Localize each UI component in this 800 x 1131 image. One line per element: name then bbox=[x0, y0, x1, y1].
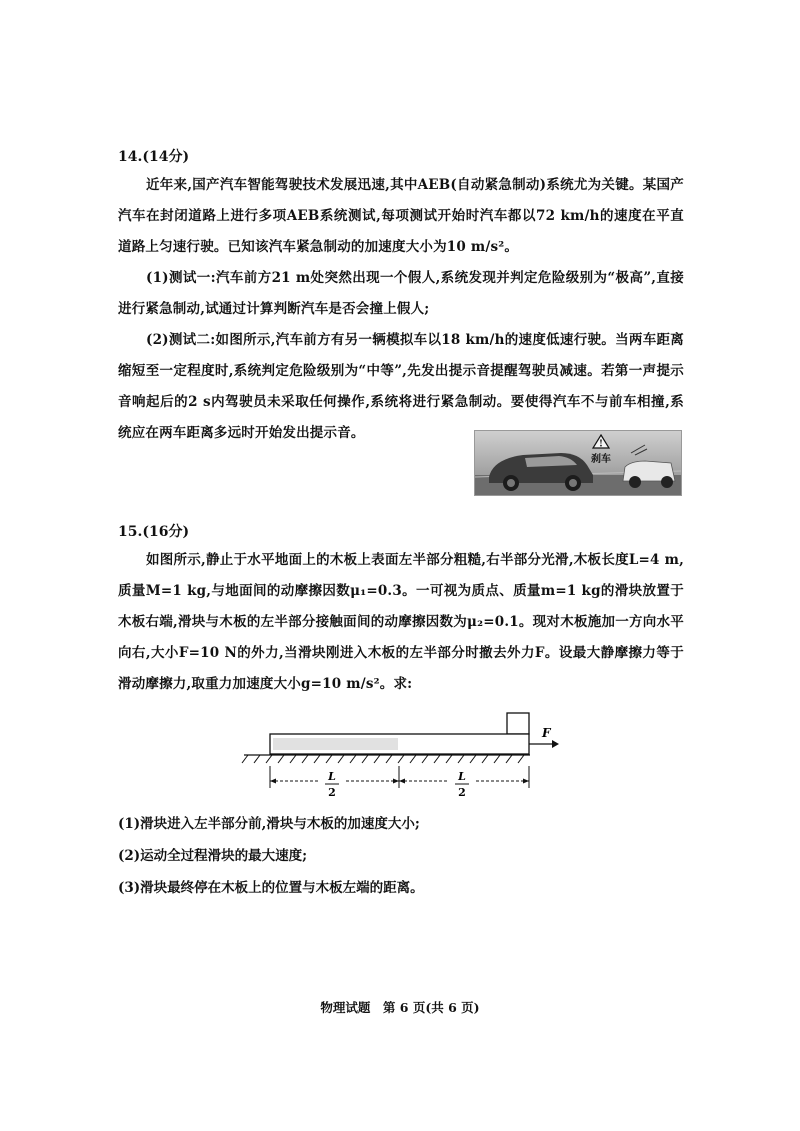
question-14-part-2-text: (2)测试二:如图所示,汽车前方有另一辆模拟车以18 km/h的速度低速行驶。当两车距离缩短至一定程度时,系统判定危险级别为“中等”,先发出提示音提醒驾驶员减速。若第一声提示音响起后的2 s内驾驶员未采取任何操作,系统将进行紧急制动。要使得汽车不与前车相撞,系统应在两车距离多远时开始发出提示音。 bbox=[118, 332, 684, 441]
board-block-figure bbox=[240, 708, 560, 800]
force-label: F bbox=[542, 726, 551, 740]
svg-text:!: ! bbox=[599, 439, 603, 450]
question-15-intro: 如图所示,静止于水平地面上的木板上表面左半部分粗糙,右半部分光滑,木板长度L=4 m,质量M=1 kg,与地面间的动摩擦因数μ₁=0.3。一可视为质点、质量m=1 kg的滑块放置于木板右端,滑块与木板的左半部分接触面间的动摩擦因数为μ₂=0.1。现对木板施加一方向水平向右,大小F=10 N的外力,当滑块刚进入木板的左半部分时撤去外力F。设最大静摩擦力等于滑动摩擦力,取重力加速度大小g=10 m/s²。求: bbox=[118, 552, 684, 692]
half-length-numerator-left: L bbox=[328, 770, 336, 783]
question-15-heading: 15.(16分) bbox=[118, 524, 190, 540]
half-length-denominator-left: 2 bbox=[328, 786, 336, 799]
question-15-part-1: (1)滑块进入左半部分前,滑块与木板的加速度大小; bbox=[118, 816, 420, 832]
ground-hatching bbox=[242, 755, 524, 763]
question-15-part-3: (3)滑块最终停在木板上的位置与木板左端的距离。 bbox=[118, 880, 424, 896]
half-length-denominator-right: 2 bbox=[458, 786, 466, 799]
brake-sign-text: 刹车 bbox=[591, 454, 611, 465]
page-footer: 物理试题 第 6 页(共 6 页) bbox=[320, 1000, 480, 1015]
question-15-part-2: (2)运动全过程滑块的最大速度; bbox=[118, 848, 308, 864]
car-braking-figure bbox=[474, 430, 682, 496]
rough-surface bbox=[273, 738, 398, 750]
dimension-lines bbox=[270, 766, 529, 788]
slider-block bbox=[507, 713, 529, 734]
half-length-numerator-right: L bbox=[458, 770, 466, 783]
question-14-intro: 近年来,国产汽车智能驾驶技术发展迅速,其中AEB(自动紧急制动)系统尤为关键。某国产汽车在封闭道路上进行多项AEB系统测试,每项测试开始时汽车都以72 km/h的速度在平直道路上匀速行驶。已知该汽车紧急制动的加速度大小为10 m/s²。 bbox=[118, 177, 684, 255]
car-braking-illustration bbox=[475, 431, 681, 495]
question-14-heading: 14.(14分) bbox=[118, 149, 190, 165]
question-14-part-1: (1)测试一:汽车前方21 m处突然出现一个假人,系统发现并判定危险级别为“极高”,直接进行紧急制动,试通过计算判断汽车是否会撞上假人; bbox=[118, 270, 684, 317]
